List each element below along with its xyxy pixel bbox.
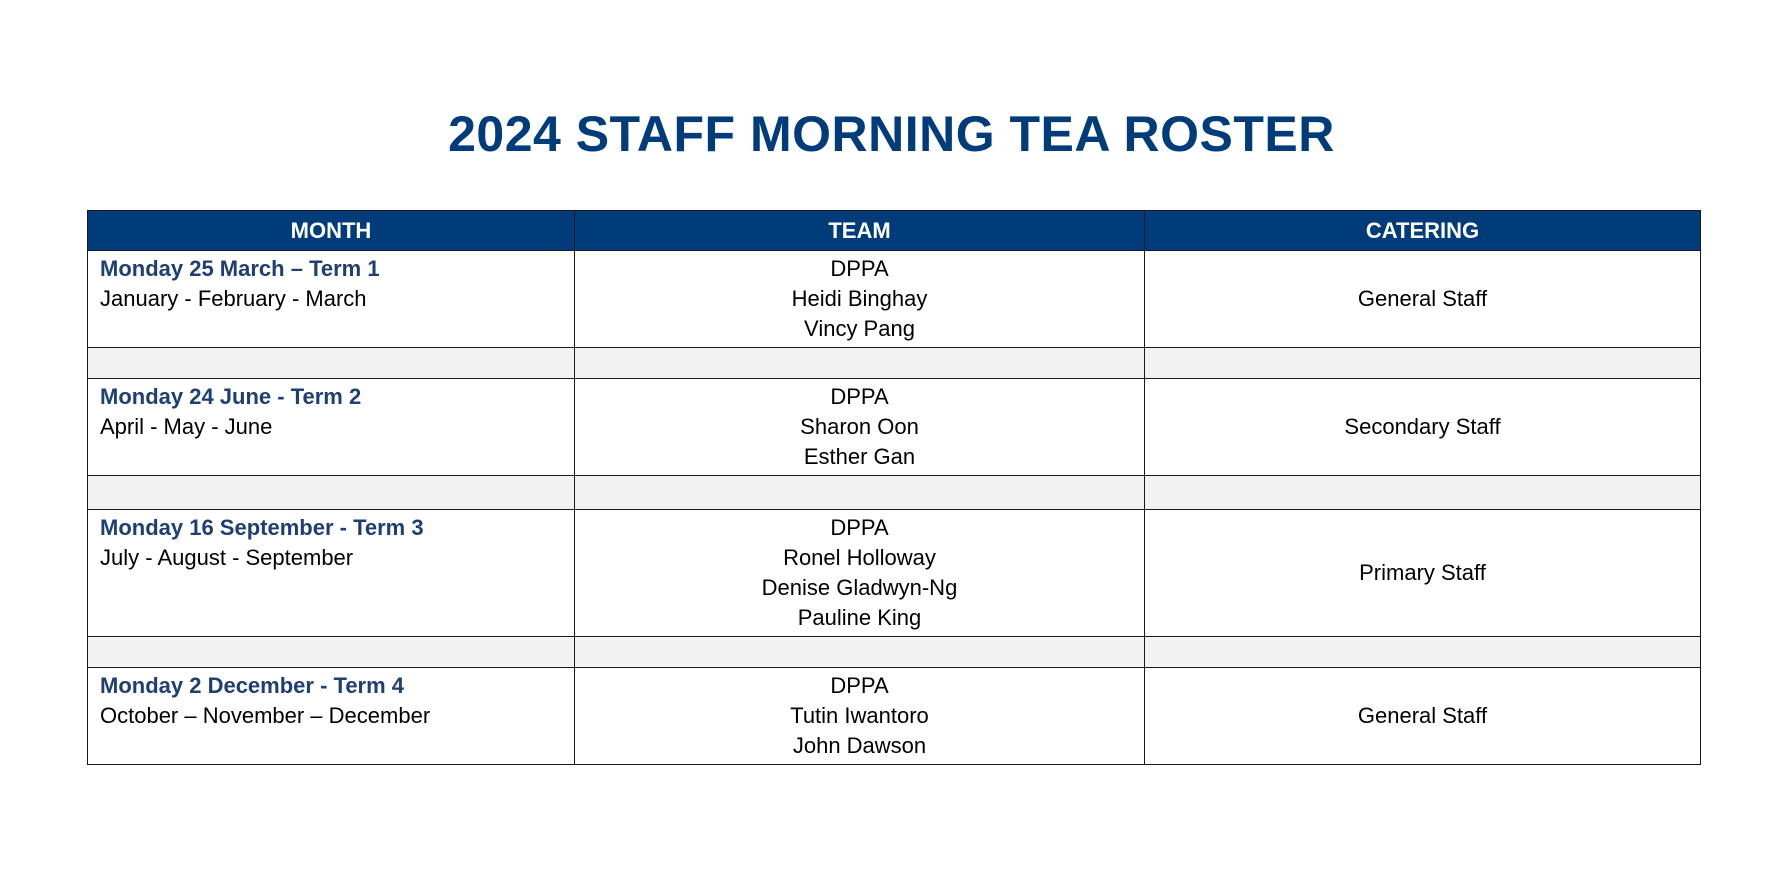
table-row (88, 510, 1701, 637)
page-title: 2024 STAFF MORNING TEA ROSTER (448, 106, 1335, 162)
team-member: DPPA (830, 673, 889, 698)
term-date: Monday 2 December - Term 4 (100, 673, 405, 698)
term-months: October – November – December (100, 703, 431, 728)
team-member: DPPA (830, 256, 889, 281)
team-member: DPPA (830, 515, 889, 540)
catering-cell: General Staff (1145, 251, 1701, 348)
team-member: Sharon Oon (800, 414, 919, 439)
term-date: Monday 16 September - Term 3 (100, 515, 424, 540)
team-member: DPPA (830, 384, 889, 409)
term-date: Monday 25 March – Term 1 (100, 256, 380, 281)
team-cell (575, 668, 1145, 765)
team-member: Heidi Binghay (791, 286, 928, 311)
month-cell (88, 379, 575, 476)
team-cell (575, 510, 1145, 637)
spacer-cell (1145, 348, 1701, 379)
spacer-cell (88, 348, 575, 379)
table-header-row (88, 211, 1701, 251)
catering-column-header: CATERING (1145, 211, 1701, 251)
spacer-cell (575, 348, 1145, 379)
table-row (88, 668, 1701, 765)
team-member: John Dawson (792, 733, 927, 758)
month-column-header: MONTH (88, 211, 575, 251)
spacer-row (88, 348, 1701, 379)
team-member: Vincy Pang (804, 316, 915, 341)
month-cell (88, 510, 575, 637)
month-cell (88, 668, 575, 765)
team-member: Denise Gladwyn-Ng (761, 575, 958, 600)
term-months: April - May - June (100, 414, 273, 439)
spacer-cell (575, 637, 1145, 668)
table-row (88, 251, 1701, 348)
term-date: Monday 24 June - Term 2 (100, 384, 362, 409)
catering-cell: Secondary Staff (1145, 379, 1701, 476)
spacer-row (88, 637, 1701, 668)
spacer-cell (1145, 637, 1701, 668)
team-member: Tutin Iwantoro (790, 703, 929, 728)
spacer-cell (88, 476, 575, 510)
month-cell (88, 251, 575, 348)
catering-cell: Primary Staff (1145, 510, 1701, 637)
team-member: Esther Gan (803, 444, 916, 469)
term-months: July - August - September (100, 545, 354, 570)
team-cell (575, 251, 1145, 348)
team-cell (575, 379, 1145, 476)
spacer-cell (1145, 476, 1701, 510)
team-column-header: TEAM (575, 211, 1145, 251)
team-member: Pauline King (797, 605, 922, 630)
catering-cell: General Staff (1145, 668, 1701, 765)
spacer-cell (88, 637, 575, 668)
spacer-cell (575, 476, 1145, 510)
spacer-row (88, 476, 1701, 510)
term-months: January - February - March (100, 286, 367, 311)
team-member: Ronel Holloway (783, 545, 936, 570)
roster-table (87, 210, 1701, 765)
table-row (88, 379, 1701, 476)
